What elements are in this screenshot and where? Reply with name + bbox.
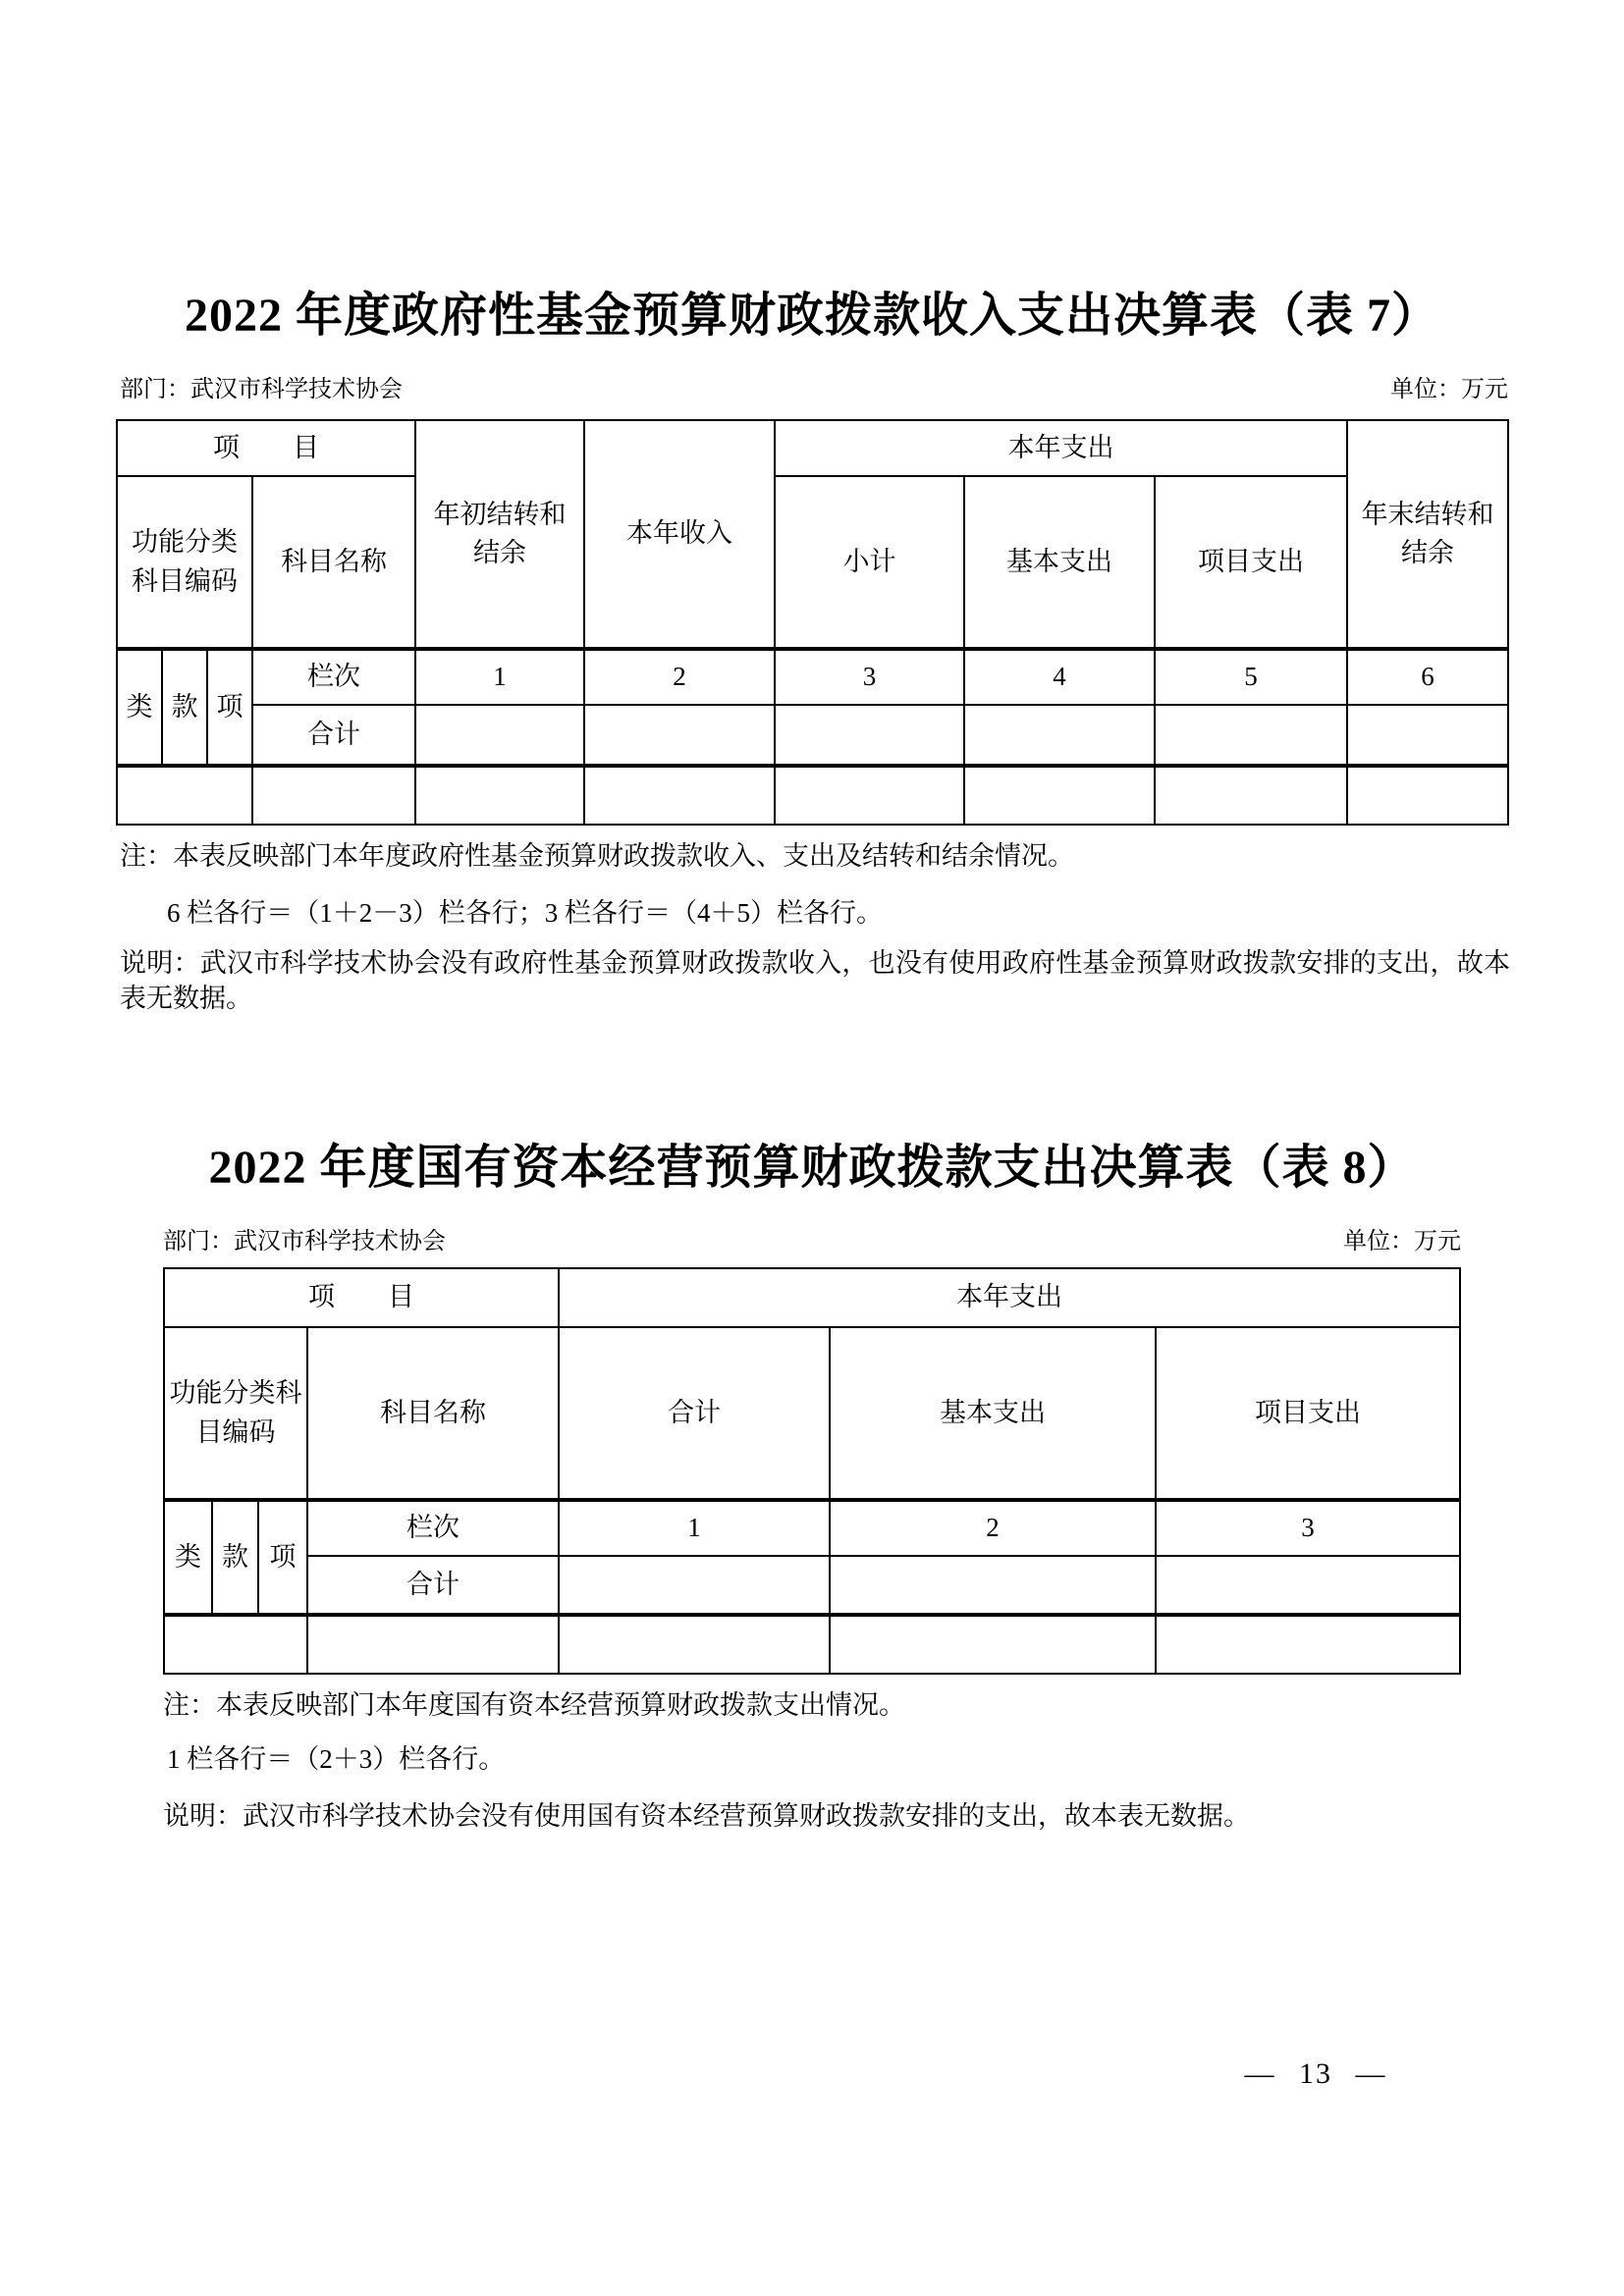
- empty-data-cell: [1156, 1615, 1460, 1674]
- t7-column-number-cell: 5: [1155, 649, 1347, 705]
- empty-data-cell: [964, 705, 1155, 766]
- t8-column-row-label-cell: 栏次: [307, 1500, 559, 1556]
- t7-column-number-cell: 2: [584, 649, 775, 705]
- empty-data-cell: [559, 1615, 830, 1674]
- t7-total-row-label-cell: 合计: [252, 705, 415, 766]
- table7: [116, 419, 1509, 826]
- empty-data-cell: [1347, 766, 1508, 825]
- empty-data-cell: [117, 766, 252, 825]
- t7-begin-balance-header-cell: 年初结转和结余: [415, 420, 584, 649]
- t7-current-expense-group-header-cell: 本年支出: [775, 420, 1347, 476]
- t8-total-header-cell: 合计: [559, 1327, 830, 1500]
- empty-data-cell: [775, 766, 964, 825]
- table7-description-note: 说明：武汉市科学技术协会没有政府性基金预算财政拨款收入，也没有使用政府性基金预算财政拨款安排的支出，故本表无数据。: [120, 948, 1510, 1013]
- t7-end-balance-header-cell: 年末结转和结余: [1347, 420, 1508, 649]
- t7-section-col-cell: 款: [162, 649, 207, 766]
- empty-data-cell: [415, 766, 584, 825]
- table7-note: 注：本表反映部门本年度政府性基金预算财政拨款收入、支出及结转和结余情况。: [120, 841, 1074, 871]
- table7-formula-note: 6 栏各行＝（1＋2－3）栏各行；3 栏各行＝（4＋5）栏各行。: [167, 898, 883, 928]
- t7-column-number-cell: 1: [415, 649, 584, 705]
- t7-func-code-header-cell: 功能分类科目编码: [117, 476, 252, 649]
- t7-current-income-header-cell: 本年收入: [584, 420, 775, 649]
- t8-class-col-cell: 类: [164, 1500, 212, 1615]
- table7-department-label: 部门：武汉市科学技术协会: [120, 377, 403, 402]
- t7-column-number-cell: 3: [775, 649, 964, 705]
- t7-column-row-label-cell: 栏次: [252, 649, 415, 705]
- t7-project-expense-header-cell: 项目支出: [1155, 476, 1347, 649]
- t7-column-number-cell: 4: [964, 649, 1155, 705]
- t8-section-col-cell: 款: [212, 1500, 258, 1615]
- empty-data-cell: [559, 1556, 830, 1615]
- t7-item-header-cell: 项 目: [117, 420, 415, 476]
- table8-description-note: 说明：武汉市科学技术协会没有使用国有资本经营预算财政拨款安排的支出，故本表无数据。: [163, 1801, 1250, 1831]
- table8-meta-row: [163, 1227, 1461, 1256]
- table8-title: 2022 年度国有资本经营预算财政拨款支出决算表（表 8）: [208, 1142, 1416, 1194]
- t8-item-col-cell: 项: [258, 1500, 307, 1615]
- empty-data-cell: [584, 705, 775, 766]
- empty-data-cell: [1155, 766, 1347, 825]
- table8-department-label: 部门：武汉市科学技术协会: [163, 1229, 446, 1255]
- table7-unit-label: 单位：万元: [1390, 377, 1508, 402]
- t8-project-expense-header-cell: 项目支出: [1156, 1327, 1460, 1500]
- empty-data-cell: [584, 766, 775, 825]
- table8-formula-note: 1 栏各行＝（2＋3）栏各行。: [167, 1744, 506, 1774]
- empty-data-cell: [252, 766, 415, 825]
- t7-column-number-cell: 6: [1347, 649, 1508, 705]
- empty-data-cell: [830, 1615, 1156, 1674]
- empty-data-cell: [1155, 705, 1347, 766]
- empty-data-cell: [775, 705, 964, 766]
- table7-title: 2022 年度政府性基金预算财政拨款收入支出决算表（表 7）: [184, 290, 1439, 342]
- t8-current-expense-group-header-cell: 本年支出: [559, 1268, 1460, 1327]
- empty-data-cell: [415, 705, 584, 766]
- t8-total-row-label-cell: 合计: [307, 1556, 559, 1615]
- t8-basic-expense-header-cell: 基本支出: [830, 1327, 1156, 1500]
- t7-basic-expense-header-cell: 基本支出: [964, 476, 1155, 649]
- t8-func-code-header-cell: 功能分类科目编码: [164, 1327, 307, 1500]
- t7-subtotal-header-cell: 小计: [775, 476, 964, 649]
- t8-item-header-cell: 项 目: [164, 1268, 559, 1327]
- empty-data-cell: [164, 1615, 307, 1674]
- table8-unit-label: 单位：万元: [1343, 1229, 1461, 1255]
- empty-data-cell: [964, 766, 1155, 825]
- t8-column-number-cell: 1: [559, 1500, 830, 1556]
- t7-item-col-cell: 项: [207, 649, 252, 766]
- empty-data-cell: [830, 1556, 1156, 1615]
- t8-column-number-cell: 3: [1156, 1500, 1460, 1556]
- empty-data-cell: [307, 1615, 559, 1674]
- table7-meta-row: [120, 375, 1508, 404]
- page-number: — 13 —: [1244, 2057, 1387, 2090]
- t7-class-col-cell: 类: [117, 649, 162, 766]
- empty-data-cell: [1156, 1556, 1460, 1615]
- t8-subject-name-header-cell: 科目名称: [307, 1327, 559, 1500]
- table8: [163, 1267, 1461, 1675]
- empty-data-cell: [1347, 705, 1508, 766]
- table8-note: 注：本表反映部门本年度国有资本经营预算财政拨款支出情况。: [163, 1690, 905, 1720]
- t8-column-number-cell: 2: [830, 1500, 1156, 1556]
- t7-subject-name-header-cell: 科目名称: [252, 476, 415, 649]
